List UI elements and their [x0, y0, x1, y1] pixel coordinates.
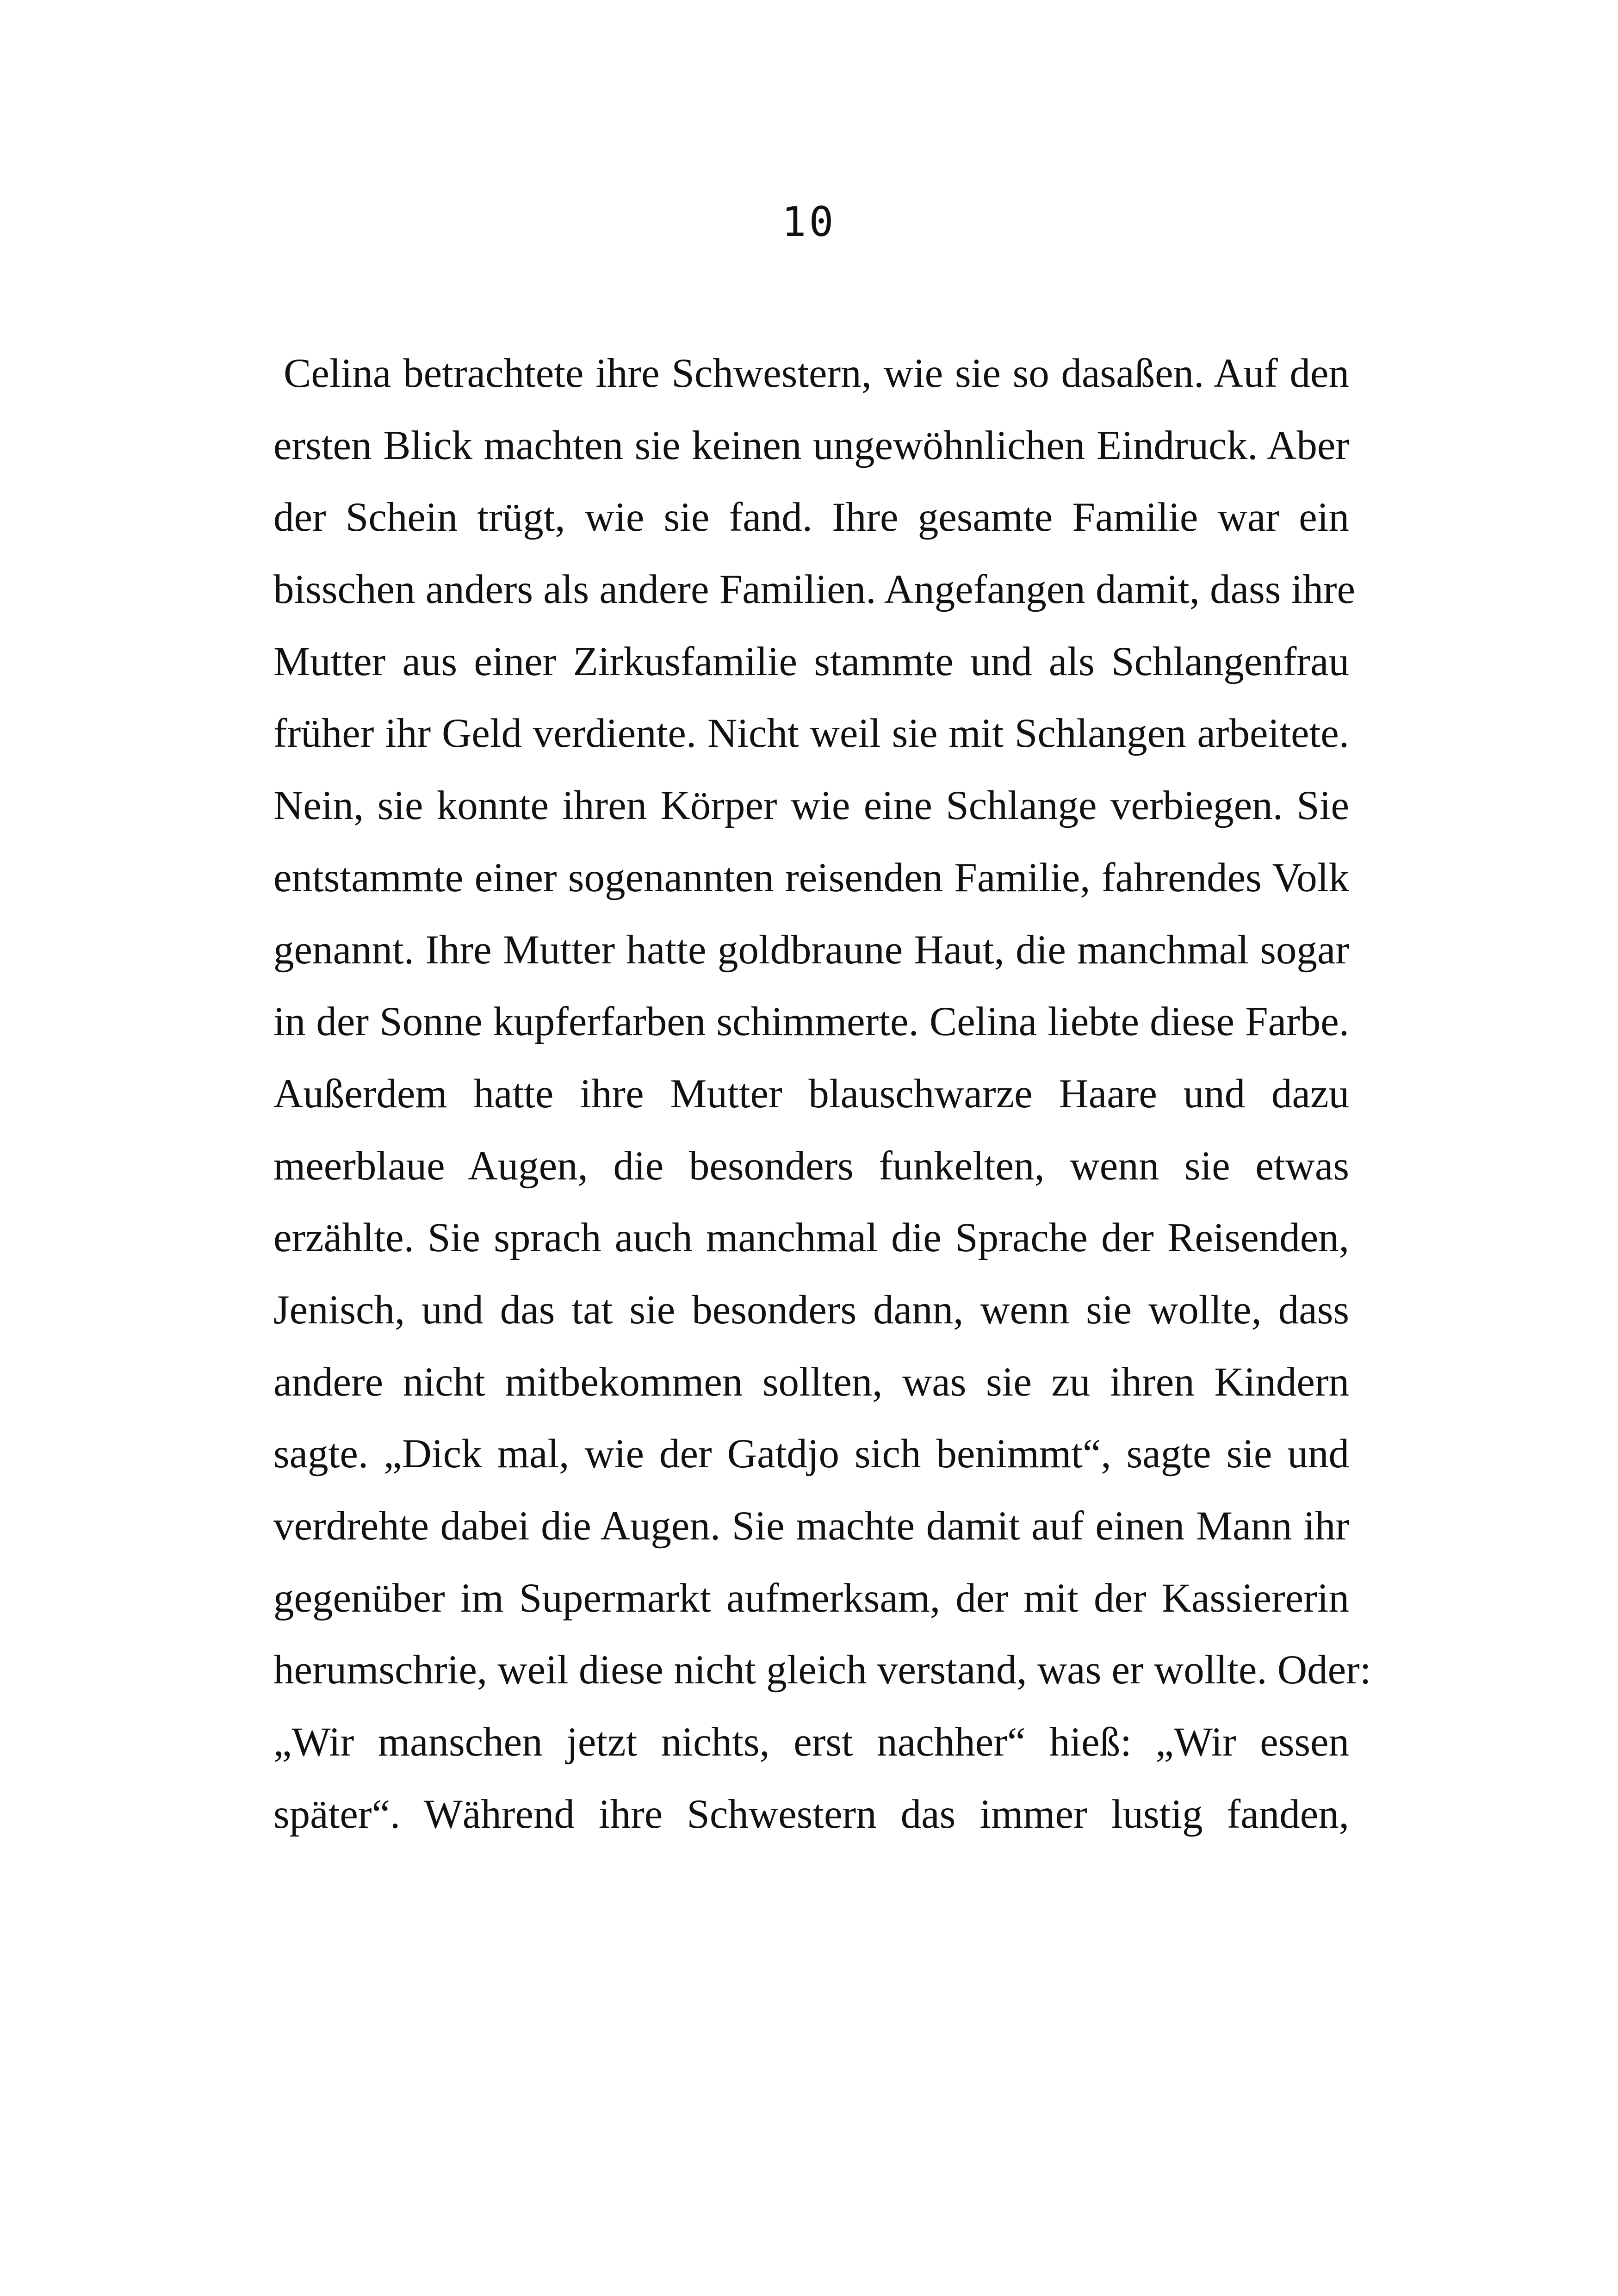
- text-line: verdrehte dabei die Augen. Sie machte damit auf einen Mann ihr: [273, 1503, 1349, 1549]
- text-line: in der Sonne kupferfarben schimmerte. Celina liebte diese Farbe.: [273, 999, 1349, 1045]
- text-line: sagte. „Dick mal, wie der Gatdjo sich benimmt“, sagte sie und: [273, 1431, 1349, 1477]
- text-line: herumschrie, weil diese nicht gleich verstand, was er wollte. Oder:: [273, 1647, 1371, 1693]
- text-line: bisschen anders als andere Familien. Angefangen damit, dass ihre: [273, 567, 1356, 613]
- text-line: Mutter aus einer Zirkusfamilie stammte und als Schlangenfrau: [273, 639, 1349, 684]
- text-line: „Wir manschen jetzt nichts, erst nachher“ hieß: „Wir essen: [273, 1719, 1349, 1765]
- text-line: ersten Blick machten sie keinen ungewöhnlichen Eindruck. Aber: [273, 422, 1349, 468]
- text-line: genannt. Ihre Mutter hatte goldbraune Haut, die manchmal sogar: [273, 927, 1349, 973]
- body-text: [273, 338, 1371, 1850]
- text-line: früher ihr Geld verdiente. Nicht weil sie mit Schlangen arbeitete.: [273, 711, 1349, 757]
- page-number: 10: [781, 198, 837, 246]
- text-line: Nein, sie konnte ihren Körper wie eine Schlange verbiegen. Sie: [273, 783, 1349, 829]
- text-line: Außerdem hatte ihre Mutter blauschwarze Haare und dazu: [273, 1071, 1349, 1117]
- text-line: Jenisch, und das tat sie besonders dann, wenn sie wollte, dass: [273, 1287, 1349, 1333]
- text-line: entstammte einer sogenannten reisenden Familie, fahrendes Volk: [273, 855, 1349, 900]
- text-line: gegenüber im Supermarkt aufmerksam, der mit der Kassiererin: [273, 1575, 1349, 1621]
- text-line: der Schein trügt, wie sie fand. Ihre gesamte Familie war ein: [273, 495, 1349, 540]
- text-line: andere nicht mitbekommen sollten, was sie zu ihren Kindern: [273, 1359, 1349, 1405]
- text-line: Celina betrachtete ihre Schwestern, wie sie so dasaßen. Auf den: [284, 351, 1349, 396]
- text-line: später“. Während ihre Schwestern das immer lustig fanden,: [273, 1791, 1349, 1837]
- text-line: meerblaue Augen, die besonders funkelten, wenn sie etwas: [273, 1143, 1349, 1189]
- text-line: erzählte. Sie sprach auch manchmal die Sprache der Reisenden,: [273, 1215, 1349, 1261]
